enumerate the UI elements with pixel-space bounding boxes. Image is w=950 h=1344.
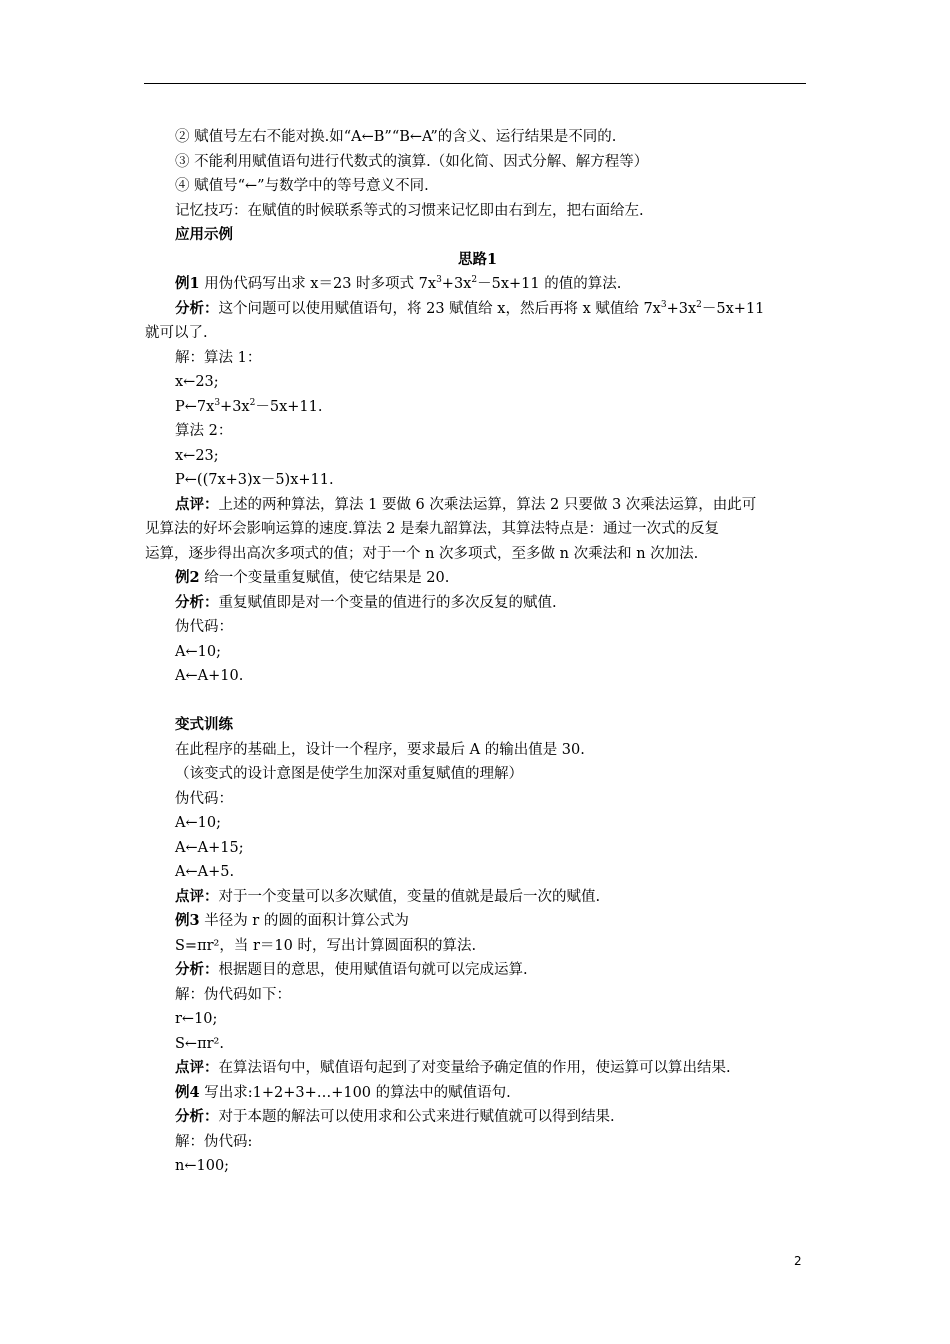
subsection-heading: 思路1 <box>457 250 498 268</box>
code-line: x←23; <box>175 374 219 390</box>
text-line: ③ 不能利用赋值语句进行代数式的演算.（如化简、因式分解、解方程等） <box>175 153 649 170</box>
example-2-analysis: 分析：重复赋值即是对一个变量的值进行的多次反复的赋值. <box>175 593 557 611</box>
text-line: 在此程序的基础上，设计一个程序，要求最后 A 的输出值是 30. <box>175 741 585 758</box>
example-1-analysis: 分析：这个问题可以使用赋值语句，将 23 赋值给 x，然后再将 x 赋值给 $7x^3+3x^2-5x+11$ <box>175 299 765 317</box>
code-line: A←A+10. <box>175 668 244 684</box>
text-line: 算法 2： <box>175 423 233 439</box>
example-label: 例3 <box>175 912 200 929</box>
comment-label: 点评： <box>175 1059 219 1076</box>
example-2-question: 例2 给一个变量重复赋值，使它结果是 20. <box>175 569 450 586</box>
analysis-label: 分析： <box>175 961 219 978</box>
code-line: A←A+5. <box>175 864 235 880</box>
code-line: r←10; <box>175 1011 218 1027</box>
comment-line: 点评：对于一个变量可以多次赋值，变量的值就是最后一次的赋值. <box>175 887 601 905</box>
comment-label: 点评： <box>175 887 219 905</box>
section-heading: 变式训练 <box>175 716 233 733</box>
code-line: x←23; <box>175 447 219 464</box>
code-line: n←100; <box>175 1158 230 1174</box>
text-line: S=πr²，当 r＝10 时，写出计算圆面积的算法. <box>175 937 477 954</box>
analysis-label: 分析： <box>175 299 219 317</box>
text-line: ② 赋值号左右不能对换.如“A←B”“B←A”的含义、运行结果是不同的. <box>175 129 617 145</box>
analysis-label: 分析： <box>175 1108 219 1125</box>
document-body <box>145 125 810 1179</box>
example-label: 例2 <box>175 569 200 586</box>
text-line: 解：伪代码如下： <box>175 986 291 1003</box>
comment-label: 点评： <box>175 495 219 513</box>
blank-line <box>145 689 810 714</box>
example-label: 例1 <box>175 275 200 292</box>
text-line: 记忆技巧：在赋值的时候联系等式的习惯来记忆即由右到左，把右面给左. <box>175 202 644 219</box>
analysis-label: 分析： <box>175 593 219 611</box>
code-line: A←10; <box>175 815 221 831</box>
example-4-question: 例4 写出求:1+2+3+…+100 的算法中的赋值语句. <box>175 1083 511 1101</box>
code-line: A←A+15; <box>175 839 244 856</box>
text-line: （该变式的设计意图是使学生加深对重复赋值的理解） <box>175 766 523 782</box>
comment-line: 点评：在算法语句中，赋值语句起到了对变量给予确定值的作用，使运算可以算出结果. <box>175 1059 731 1076</box>
example-label: 例4 <box>175 1083 200 1101</box>
text-line: 伪代码： <box>175 619 233 635</box>
example-4-analysis: 分析：对于本题的解法可以使用求和公式来进行赋值就可以得到结果. <box>175 1108 615 1125</box>
header-rule <box>144 83 806 84</box>
page-number: 2 <box>794 1254 802 1268</box>
code-line: S←πr². <box>175 1035 224 1052</box>
example-3-question: 例3 半径为 r 的圆的面积计算公式为 <box>175 912 409 929</box>
example-1-question: 例1 用伪代码写出求 x＝23 时多项式 $7x^3+3x^2-5x+11$ 的值的算法. <box>175 275 622 292</box>
text-line: 解：伪代码: <box>175 1133 253 1150</box>
text-line: 伪代码： <box>175 790 233 807</box>
example-3-analysis: 分析：根据题目的意思，使用赋值语句就可以完成运算. <box>175 961 528 978</box>
section-heading: 应用示例 <box>175 226 233 243</box>
text-line: 解：算法 1： <box>175 349 262 366</box>
text-line: 运算，逐步得出高次多项式的值；对于一个 n 次多项式，至多做 n 次乘法和 n 次加法. <box>145 545 699 562</box>
text-line: 见算法的好坏会影响运算的速度.算法 2 是秦九韶算法，其算法特点是：通过一次式的反复 <box>145 521 720 537</box>
text-line: 就可以了. <box>145 325 208 341</box>
code-line: P←((7x+3)x－5)x+11. <box>175 472 334 488</box>
text-line: ④ 赋值号“←”与数学中的等号意义不同. <box>175 178 429 194</box>
code-line: A←10; <box>175 643 221 660</box>
comment-line: 点评：上述的两种算法，算法 1 要做 6 次乘法运算，算法 2 只要做 3 次乘法运算，由此可 <box>175 495 757 513</box>
code-line: $P\leftarrow 7x^3+3x^2-5x+11$. <box>175 397 323 415</box>
